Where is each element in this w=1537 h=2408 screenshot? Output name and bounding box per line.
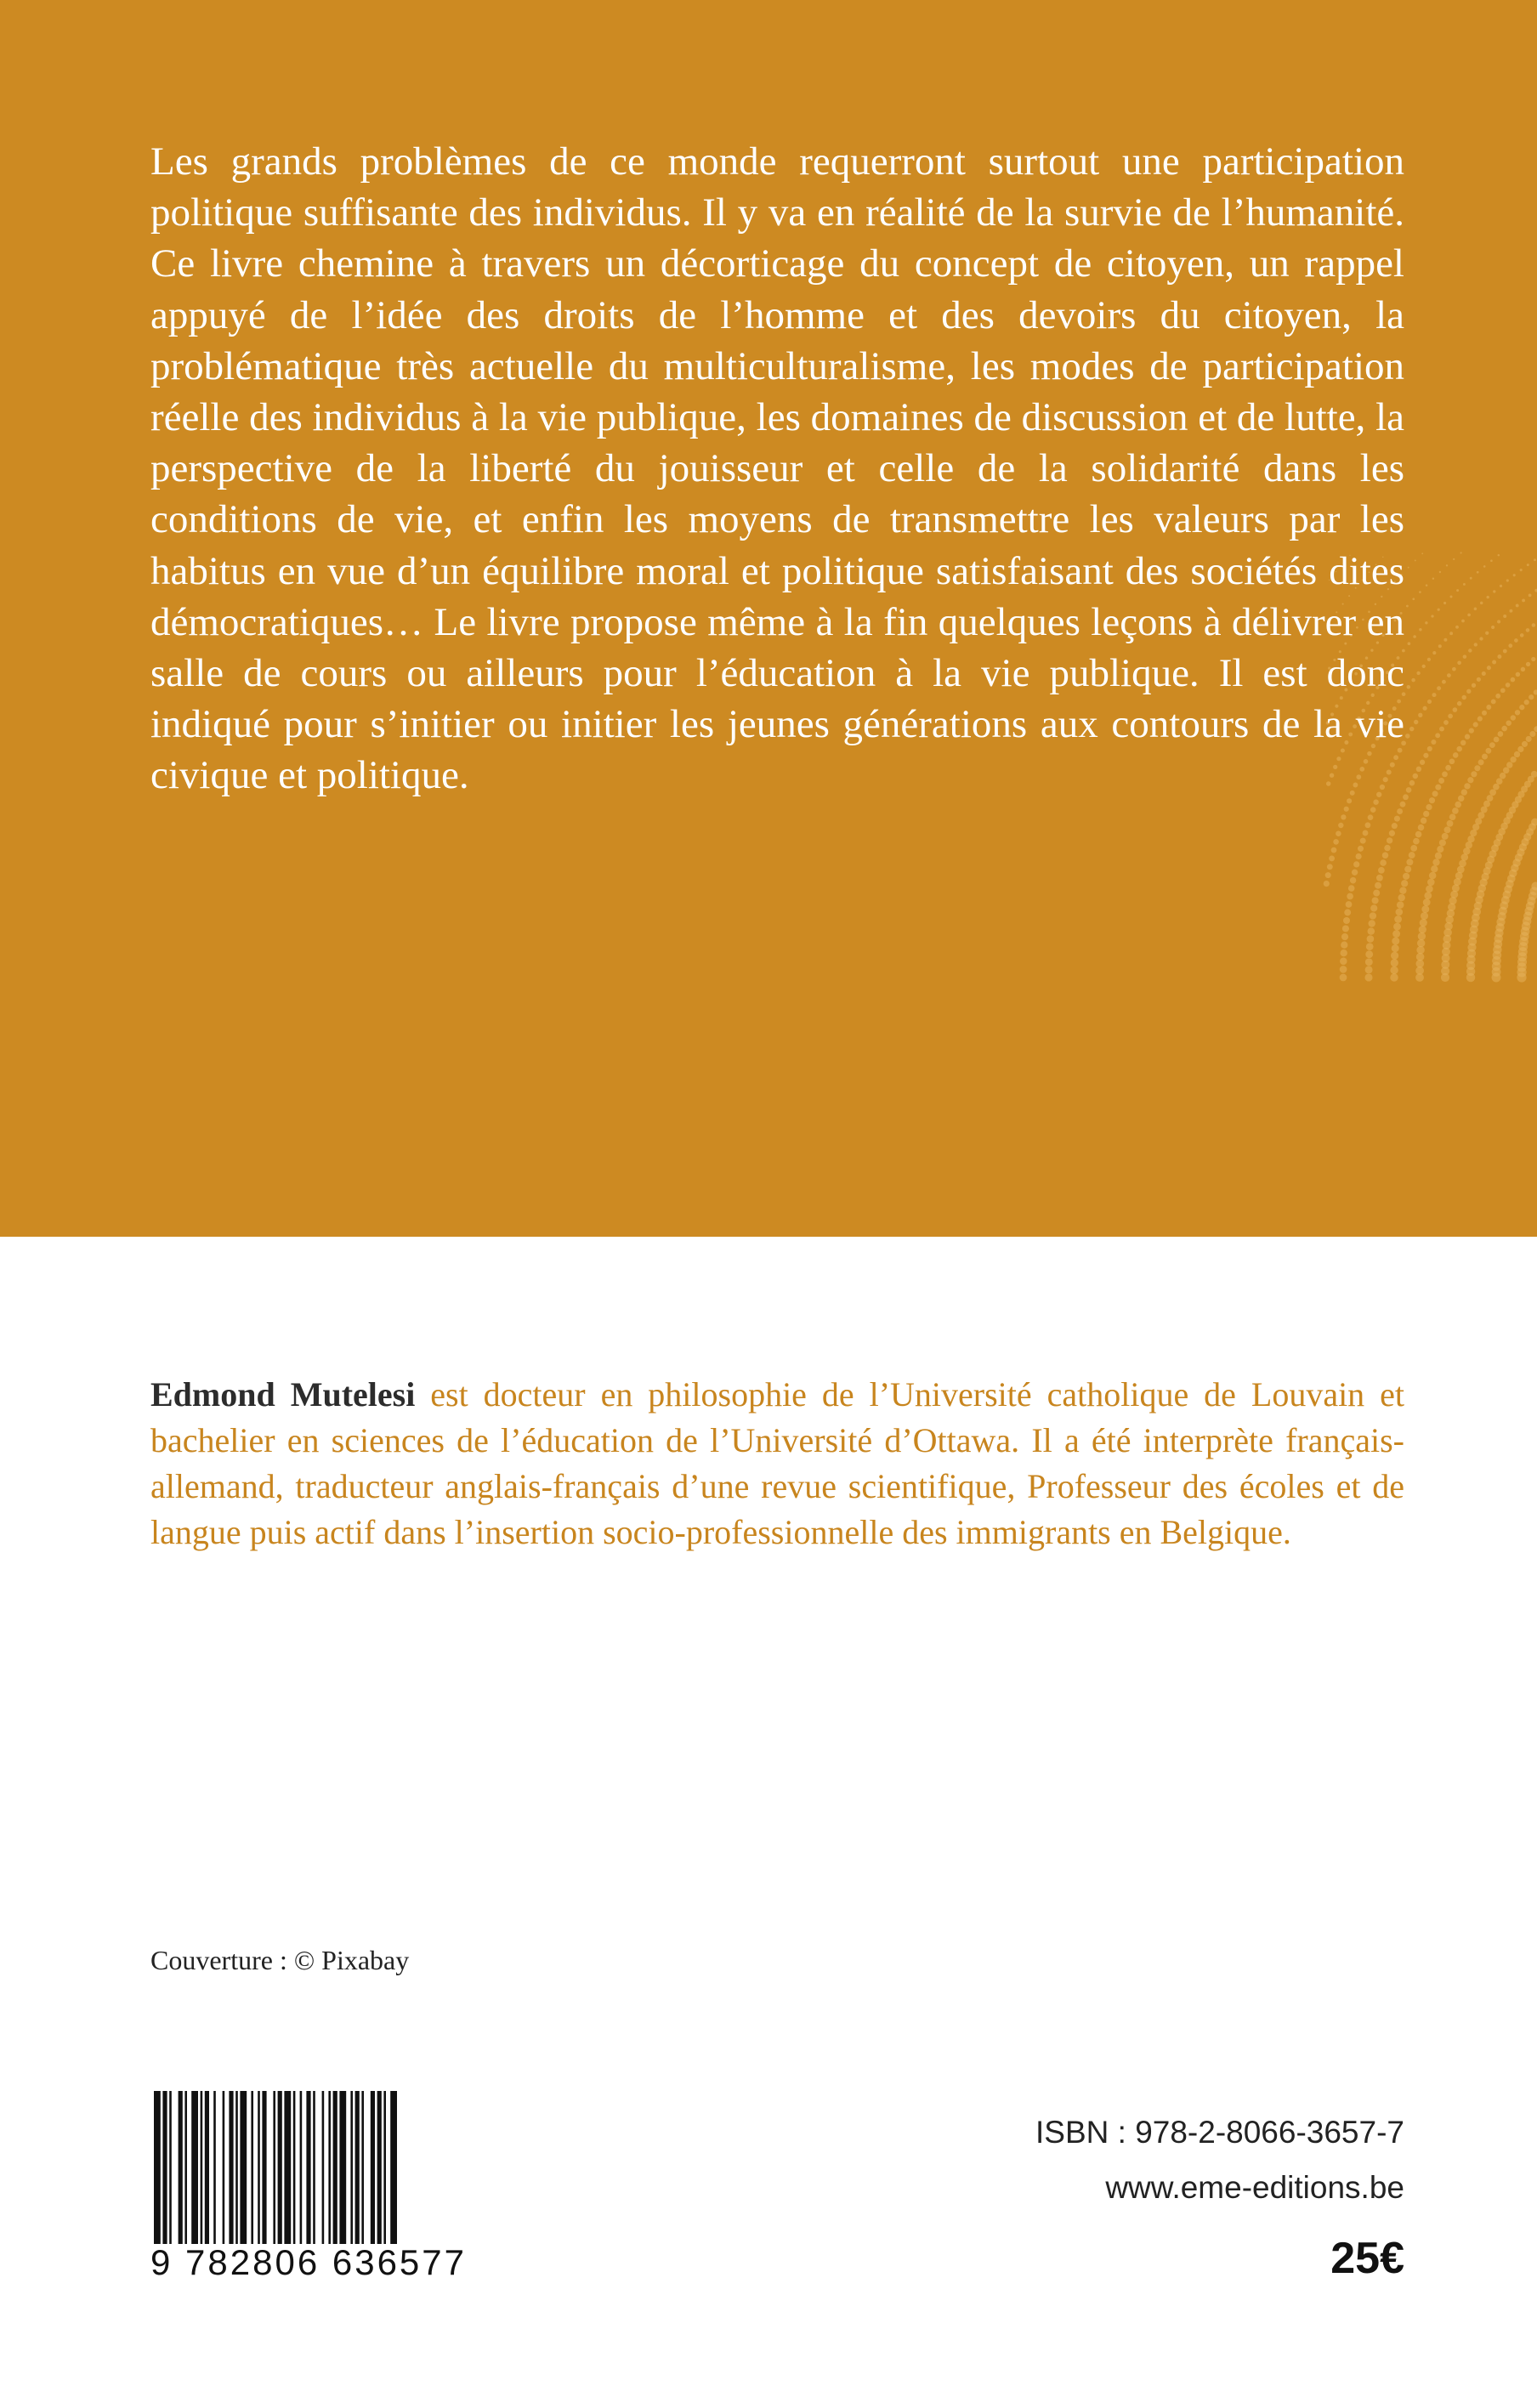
barcode-digits: 9 782806 636577: [150, 2242, 467, 2282]
price: 25€: [1330, 2234, 1404, 2283]
barcode: [150, 2091, 521, 2244]
author-name: Edmond Mutelesi: [150, 1375, 416, 1414]
isbn: ISBN : 978-2-8066-3657-7: [1035, 2115, 1404, 2150]
author-bio: [150, 1372, 1404, 1555]
book-blurb: Les grands problèmes de ce monde requerront surtout une participation politique suffisante des individus. Il y va en réalité de la survie de l’humanité. Ce livre chemine à travers un décorticage du concept de citoyen, un rappel appuyé de l’idée des droits de l’homme et des devoirs du citoyen, la problématique très actuelle du multiculturalisme, les modes de participation réelle des individus à la vie publique, les domaines de discussion et de lutte, la perspective de la liberté du jouisseur et celle de la solidarité dans les conditions de vie, et enfin les moyens de transmettre les valeurs par les habitus en vue d’un équilibre moral et politique satisfaisant des sociétés dites démocratiques… Le livre propose même à la fin quelques leçons à délivrer en salle de cours ou ailleurs pour l’éducation à la vie publique. Il est donc indiqué pour s’initier ou initier les jeunes générations aux contours de la vie civique et politique.: [150, 139, 1404, 798]
cover-credit: Couverture : © Pixabay: [150, 1945, 410, 1975]
author-bio-text: est docteur en philosophie de l’Université catholique de Louvain et bachelier en sciences de l’éducation de l’Université d’Ottawa. Il a été interprète français-allemand, traducteur anglais-français d’une revue scientifique, Professeur des écoles et de langue puis actif dans l’insertion socio-professionnelle des immigrants en Belgique.: [150, 1375, 1405, 1551]
publisher-website: www.eme-editions.be: [1105, 2170, 1404, 2205]
